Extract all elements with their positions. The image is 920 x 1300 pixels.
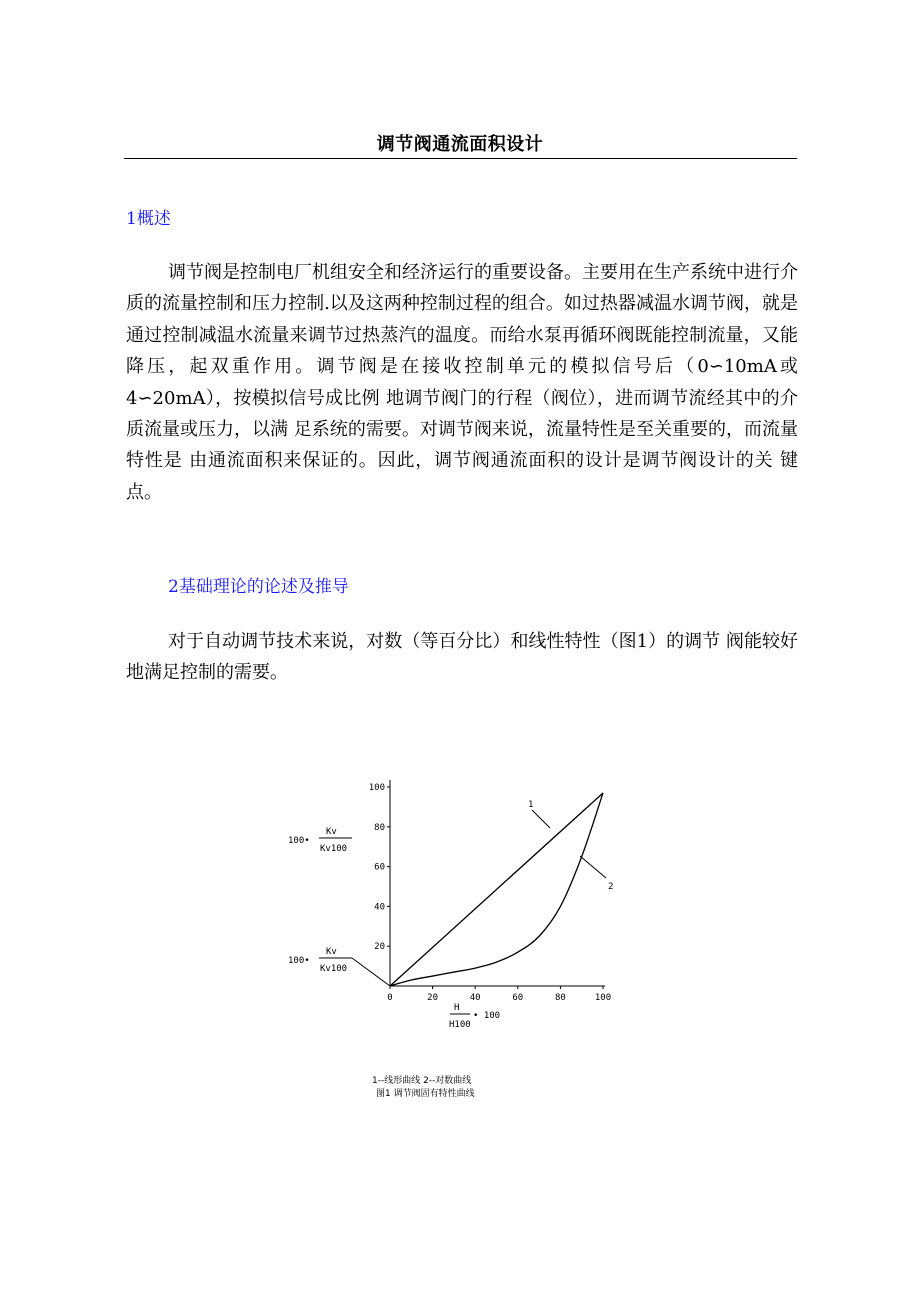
- x-tick-label: 20: [427, 993, 439, 1003]
- section-heading-theory: 2基础理论的论述及推导: [168, 577, 349, 597]
- x-ticks: [387, 986, 611, 1003]
- ylabel-top-numerator: Kv: [326, 827, 337, 837]
- ylabel-bottom-denominator: Kv100: [320, 964, 348, 974]
- ylabel-bottom-leader: [352, 958, 390, 986]
- x-tick-label: 0: [387, 993, 393, 1003]
- title-rule: [124, 158, 797, 159]
- document-title: 调节阀通流面积设计: [376, 134, 544, 155]
- xlabel-suffix: • 100: [473, 1011, 501, 1021]
- ylabel-bottom-numerator: Kv: [326, 947, 337, 957]
- ylabel-bottom-prefix: 100•: [288, 956, 310, 966]
- xlabel-numerator: H: [454, 1003, 460, 1013]
- y-ticks: [369, 783, 390, 952]
- series-1-leader: [532, 810, 550, 828]
- y-tick-label: 80: [374, 822, 385, 833]
- x-tick-label: 40: [469, 993, 481, 1003]
- flow-characteristic-chart: [260, 760, 640, 1120]
- figure-caption-title: 图1 调节阀固有特性曲线: [376, 1089, 475, 1099]
- y-tick-label: 20: [374, 942, 385, 953]
- y-tick-label: 60: [374, 862, 385, 873]
- theory-paragraph: [126, 626, 798, 689]
- series-2-label: 2: [608, 882, 614, 892]
- overview-paragraph: [126, 257, 798, 508]
- ylabel-top-denominator: Kv100: [320, 844, 348, 854]
- figure-caption-legend: 1--线形曲线 2--对数曲线: [372, 1076, 472, 1086]
- theory-paragraph-text: 对于自动调节技术来说，对数（等百分比）和线性特性（图1）的调节 阀能较好地满足控制的需要。: [126, 631, 798, 684]
- series-1-line: [390, 793, 603, 986]
- overview-paragraph-text: 调节阀是控制电厂机组安全和经济运行的重要设备。主要用在生产系统中进行介质的流量控制和压力控制.以及这两种控制过程的组合。如过热器减温水调节阀，就是通过控制减温水流量来调节过热蒸汽的温度。而给水泵再循环阀既能控制流量，又能降压，起双重作用。调节阀是在接收控制单元的模拟信号后（0∽10mA或4∽20mA），按模拟信号成比例 地调节阀门的行程（阀位），进而调节流经其中的介质流量或压力，以满 足系统的需要。对调节阀来说，流量特性是至关重要的，而流量特性是 由通流面积来保证的。因此，调节阀通流面积的设计是调节阀设计的关 键点。: [126, 262, 798, 503]
- y-tick-label: 100: [368, 783, 385, 793]
- x-tick-label: 100: [594, 993, 612, 1003]
- xlabel-denominator: H100: [449, 1020, 471, 1030]
- series-1-label: 1: [528, 800, 534, 810]
- series-group: [390, 793, 603, 986]
- ylabel-top-prefix: 100•: [288, 836, 310, 846]
- figure-1: [260, 760, 640, 1120]
- y-tick-label: 40: [374, 902, 385, 913]
- section-heading-overview: 1概述: [126, 209, 171, 229]
- series-2-leader: [580, 856, 606, 878]
- x-tick-label: 80: [554, 993, 566, 1003]
- x-tick-label: 60: [512, 993, 524, 1003]
